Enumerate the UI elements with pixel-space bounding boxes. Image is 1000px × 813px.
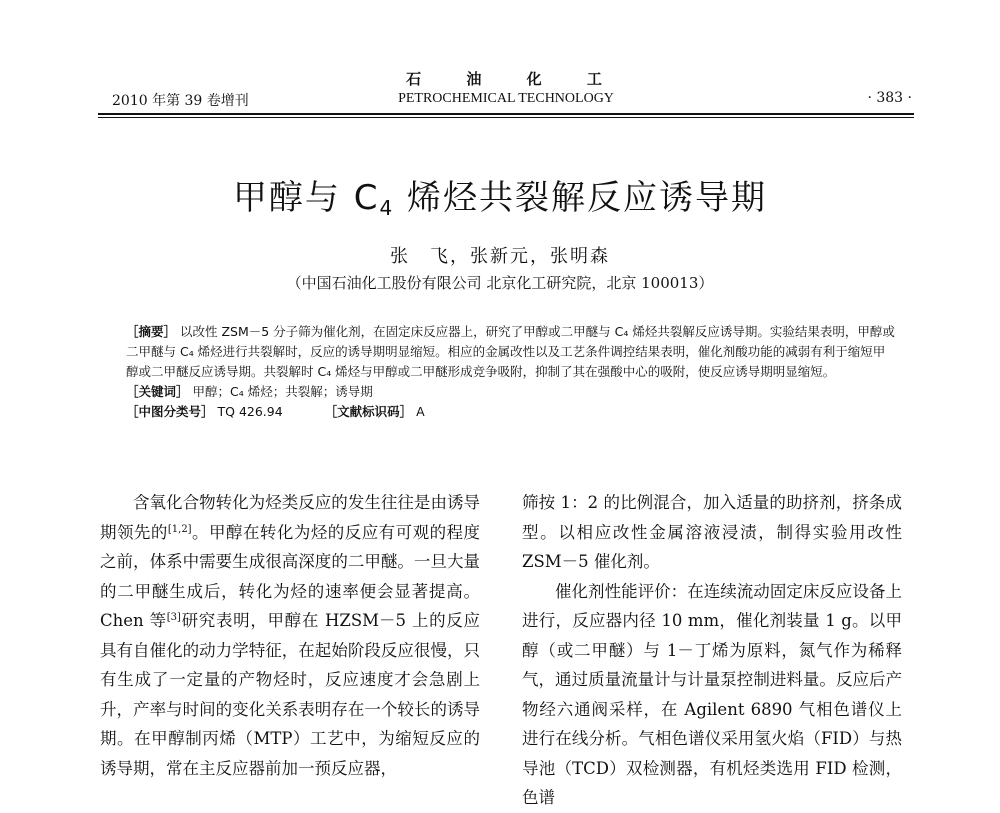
journal-name-cn: 石 油 化 工 [406, 70, 622, 88]
page-number: · 383 · [867, 90, 912, 106]
title-part2: 烯烃共裂解反应诱导期 [394, 178, 768, 218]
body-column-left [100, 488, 480, 783]
body-paragraph: 催化剂性能评价：在连续流动固定床反应设备上进行，反应器内径 10 mm，催化剂装量 1 g。以甲醇（或二甲醚）与 1－丁烯为原料，氮气作为稀释气，通过质量流量计与计量泵控制进料量。反应后产物经六通阀采样，在 Agilent 6890 气相色谱仪上进行在线分析。气相色谱仪采用氢火焰（FID）与热导池（TCD）双检测器，有机烃类选用 FID 检测，色谱 [522, 581, 902, 807]
abstract-block [126, 322, 896, 422]
citation: [3] [166, 612, 181, 623]
body-column-right [522, 488, 902, 813]
body-paragraph [100, 488, 480, 783]
title-part1: 甲醇与 C [232, 178, 380, 218]
class-value: TQ 426.94 [217, 404, 283, 419]
doc-code-value: A [416, 404, 425, 419]
abstract-label: ［摘要］ [126, 324, 177, 339]
header-rule-thin [98, 117, 914, 118]
class-label: ［中图分类号］ [126, 404, 214, 419]
paper-title [0, 170, 1000, 220]
keywords-label: ［关键词］ [126, 384, 189, 399]
citation: [1,2] [167, 523, 192, 535]
journal-name-en: PETROCHEMICAL TECHNOLOGY [398, 91, 614, 106]
body-paragraph: 筛按 1：2 的比例混合，加入适量的助挤剂，挤条成型。以相应改性金属溶液浸渍，制得实验用改性 ZSM－5 催化剂。 [522, 493, 902, 571]
body-text: 含氧化合物转化为烃类反应的发生往往是由诱导期领先的 [100, 493, 480, 542]
issue-info: 2010 年第 39 卷增刊 [112, 93, 249, 109]
abstract-text: 以改性 ZSM－5 分子筛为催化剂，在固定床反应器上，研究了甲醇或二甲醚与 C₄ 烯烃共裂解反应诱导期。实验结果表明，甲醇或二甲醚与 C₄ 烯烃进行共裂解时，反应的诱导期明显缩短。相应的金属改性以及工艺条件调控结果表明，催化剂酸功能的减弱有利于缩短甲醇或二甲醚反应诱导期。共裂解时 C₄ 烯烃与甲醇或二甲醚形成竞争吸附，抑制了其在强酸中心的吸附，使反应诱导期明显缩短。 [126, 324, 895, 379]
authors: 张 飞，张新元，张明森 [390, 246, 610, 267]
keywords-line [126, 382, 896, 402]
header-rule-thick [98, 113, 914, 115]
affiliation: （中国石油化工股份有限公司 北京化工研究院，北京 100013） [286, 274, 714, 292]
title-subscript: 4 [379, 196, 395, 220]
abstract-paragraph [126, 322, 896, 382]
classification-line [126, 402, 896, 422]
body-text: 。甲醇在转化为烃的反应有可观的程度之前，体系中需要生成很高深度的二甲醚。一旦大量的二甲醚生成后，转化为烃的速率便会显著提高。Chen 等 [100, 522, 481, 630]
doc-code-label: ［文献标识码］ [324, 404, 413, 419]
body-text: 研究表明，甲醇在 HZSM－5 上的反应具有自催化的动力学特征，在起始阶段反应很慢，只有生成了一定量的产物烃时，反应速度才会急剧上升，产率与时间的变化关系表明存在一个较长的诱导期。在甲醇制丙烯（MTP）工艺中，为缩短反应的诱导期，常在主反应器前加一预反应器， [100, 611, 480, 778]
keywords-text: 甲醇；C₄ 烯烃；共裂解；诱导期 [192, 384, 373, 399]
